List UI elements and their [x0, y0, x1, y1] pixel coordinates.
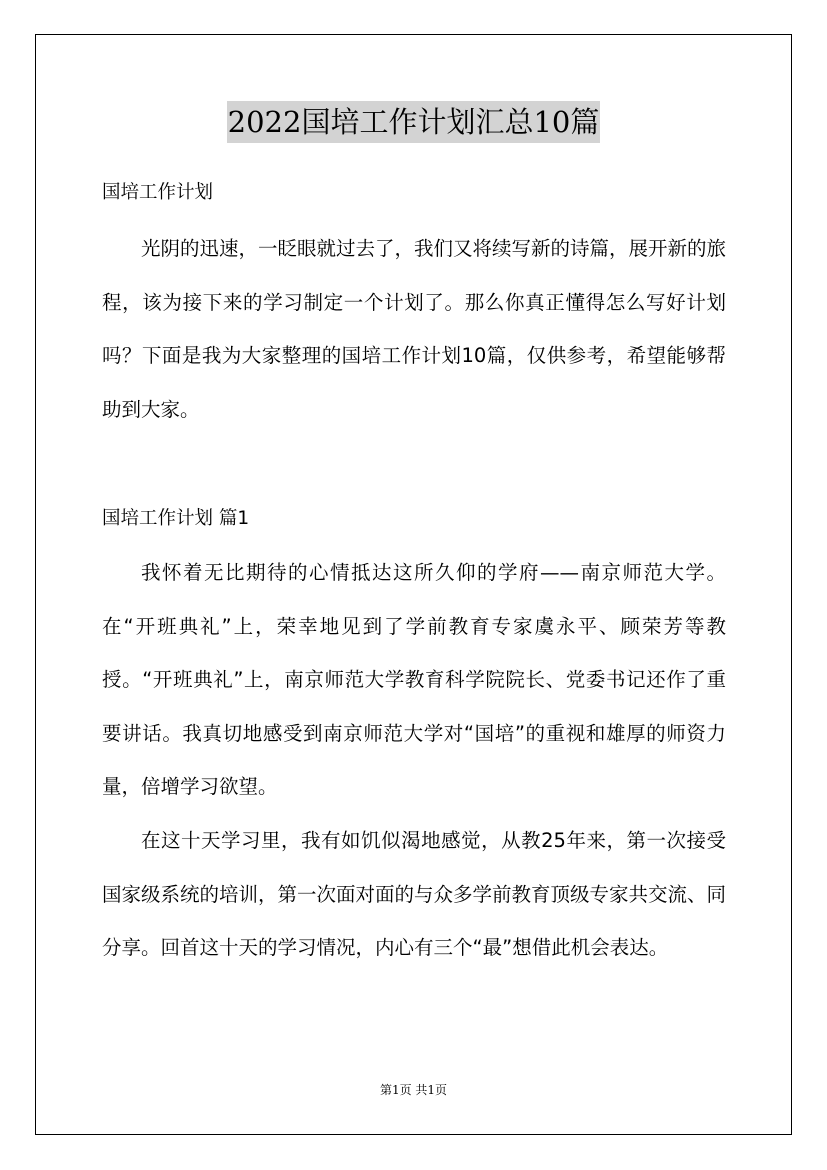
section-heading-part1: 国培工作计划 篇1	[102, 508, 250, 529]
section-heading-intro: 国培工作计划	[102, 182, 214, 203]
document-title: 2022国培工作计划汇总10篇	[227, 101, 601, 143]
intro-paragraph: 光阴的迅速，一眨眼就过去了，我们又将续写新的诗篇，展开新的旅程，该为接下来的学习制定一个计划了。那么你真正懂得怎么写好计划吗？下面是我为大家整理的国培工作计划10篇，仅供参考，希望能够帮助到大家。	[102, 237, 727, 421]
title-container	[0, 101, 827, 143]
part1-paragraph-1: 我怀着无比期待的心情抵达这所久仰的学府——南京师范大学。在“开班典礼”上，荣幸地见到了学前教育专家虞永平、顾荣芳等教授。“开班典礼”上，南京师范大学教育科学院院长、党委书记还作了重要讲话。我真切地感受到南京师范大学对“国培”的重视和雄厚的师资力量，倍增学习欲望。	[102, 561, 726, 798]
part1-paragraph-2: 在这十天学习里，我有如饥似渴地感觉，从教25年来，第一次接受国家级系统的培训，第一次面对面的与众多学前教育顶级专家共交流、同分享。回首这十天的学习情况，内心有三个“最”想借此机会表达。	[102, 829, 727, 959]
page-number-footer: 第1页 共1页	[379, 1083, 448, 1097]
